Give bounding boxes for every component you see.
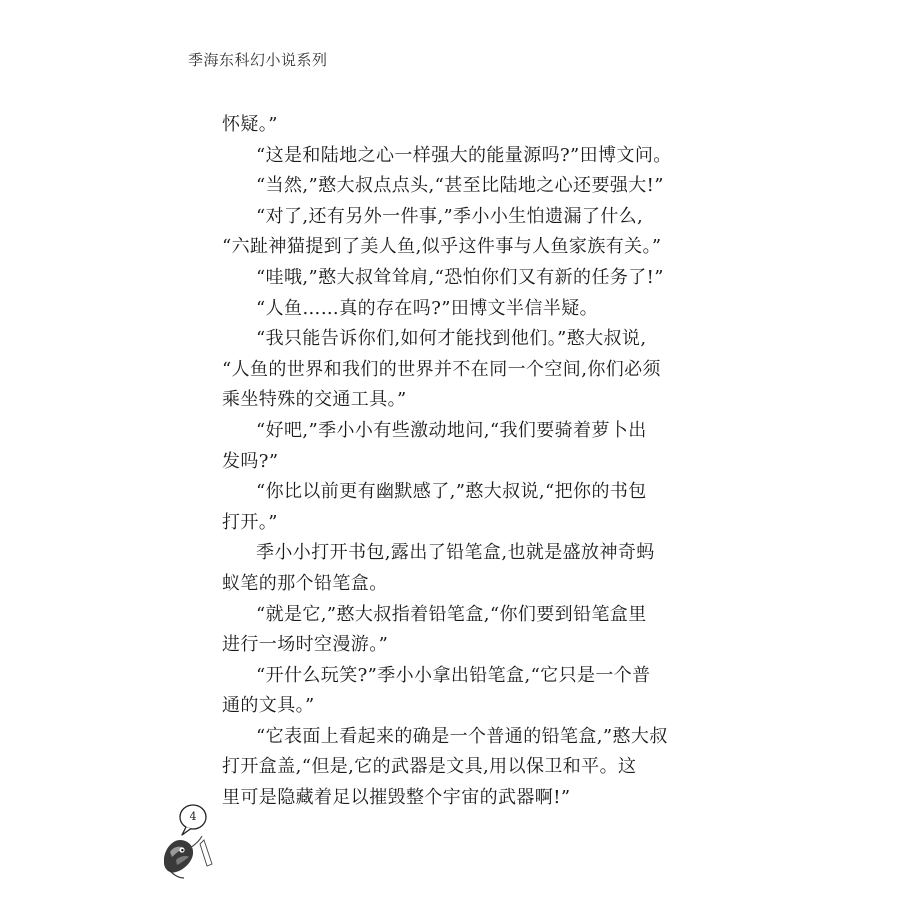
text-line: “哇哦,”憨大叔耸耸肩,“恐怕你们又有新的任务了!”: [256, 266, 664, 288]
text-line: “人鱼的世界和我们的世界并不在同一个空间,你们必须: [222, 358, 661, 380]
text-line: “人鱼……真的存在吗?”田博文半信半疑。: [256, 297, 599, 319]
text-line: “我只能告诉你们,如何才能找到他们。”憨大叔说,: [256, 328, 647, 350]
text-line: “这是和陆地之心一样强大的能量源吗?”田博文问。: [256, 144, 672, 166]
text-line: “开什么玩笑?”季小小拿出铅笔盒,“它只是一个普: [256, 664, 651, 686]
page-number: 4: [189, 810, 197, 823]
text-line: 进行一场时空漫游。”: [222, 634, 389, 656]
text-line: 蚁笔的那个铅笔盒。: [222, 572, 388, 594]
text-line: 发吗?”: [222, 450, 279, 472]
text-line: “好吧,”季小小有些激动地问,“我们要骑着萝卜出: [256, 419, 647, 441]
text-line: 打开。”: [222, 511, 278, 533]
text-line: 里可是隐藏着足以摧毁整个宇宙的武器啊!”: [222, 787, 571, 809]
page-number-ornament: [160, 800, 226, 880]
text-line: “就是它,”憨大叔指着铅笔盒,“你们要到铅笔盒里: [256, 603, 647, 625]
text-line: 通的文具。”: [222, 695, 315, 717]
text-line: “对了,还有另外一件事,”季小小生怕遗漏了什么,: [256, 205, 644, 227]
text-line: “六趾神猫提到了美人鱼,似乎这件事与人鱼家族有关。”: [222, 236, 662, 258]
text-line: 打开盒盖,“但是,它的武器是文具,用以保卫和平。这: [222, 756, 637, 778]
text-line: 乘坐特殊的交通工具。”: [222, 389, 407, 411]
text-line: “它表面上看起来的确是一个普通的铅笔盒,”憨大叔: [256, 725, 668, 747]
text-line: “当然,”憨大叔点点头,“甚至比陆地之心还要强大!”: [256, 175, 664, 197]
text-line: 怀疑。”: [222, 114, 278, 135]
running-head: 季海东科幻小说系列: [188, 51, 328, 69]
body-text: [222, 110, 692, 814]
text-line: “你比以前更有幽默感了,”憨大叔说,“把你的书包: [256, 481, 647, 503]
text-line: 季小小打开书包,露出了铅笔盒,也就是盛放神奇蚂: [256, 542, 655, 564]
